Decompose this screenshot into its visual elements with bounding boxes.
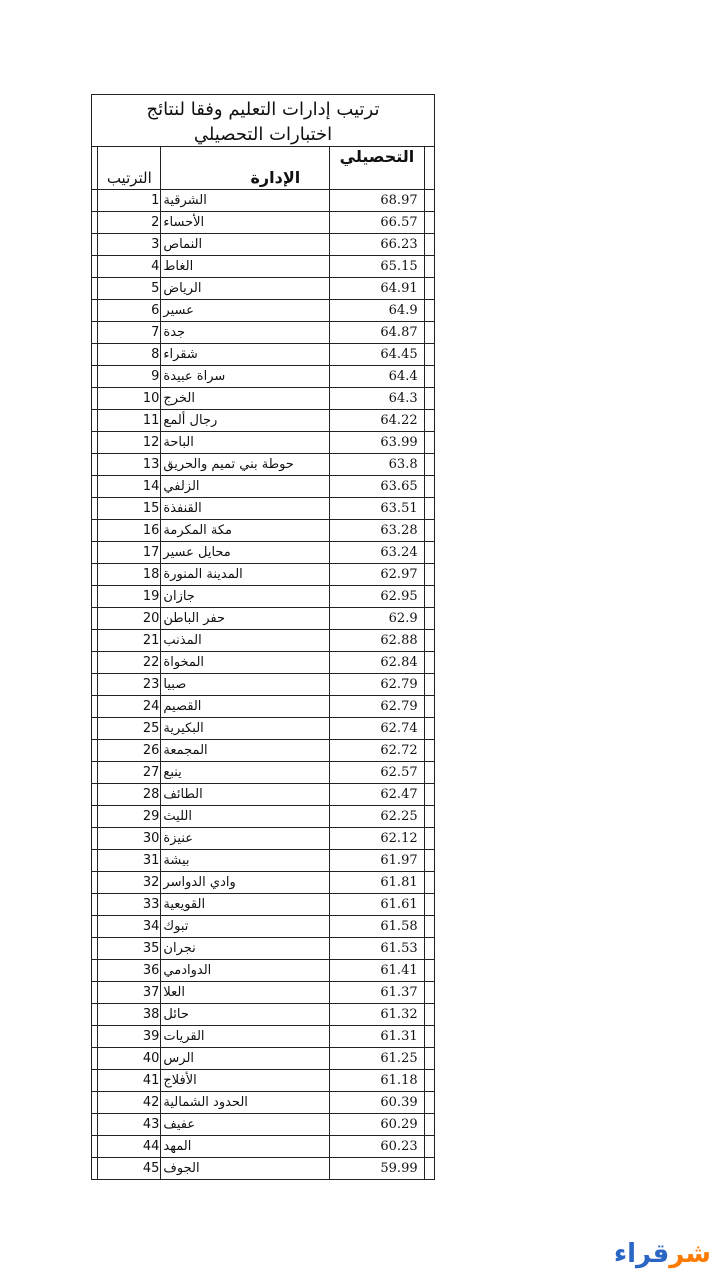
- score-cell: 62.57: [330, 762, 424, 784]
- pad-cell: [424, 674, 434, 696]
- score-cell: 63.24: [330, 542, 424, 564]
- site-logo: [614, 1236, 711, 1272]
- admin-name-cell: الرس: [161, 1048, 330, 1070]
- score-cell: 60.29: [330, 1114, 424, 1136]
- pad-cell: [424, 850, 434, 872]
- admin-name-cell: الخرج: [161, 388, 330, 410]
- score-cell: 62.97: [330, 564, 424, 586]
- admin-name-cell: محايل عسير: [161, 542, 330, 564]
- rank-cell: 30: [98, 828, 161, 850]
- rank-cell: 21: [98, 630, 161, 652]
- rank-cell: 7: [98, 322, 161, 344]
- admin-name-cell: الغاط: [161, 256, 330, 278]
- score-cell: 60.39: [330, 1092, 424, 1114]
- rank-cell: 32: [98, 872, 161, 894]
- table-row: [92, 498, 435, 520]
- table-row: [92, 762, 435, 784]
- table-row: [92, 740, 435, 762]
- score-cell: 61.41: [330, 960, 424, 982]
- table-row: [92, 520, 435, 542]
- pad-cell: [424, 718, 434, 740]
- rank-cell: 3: [98, 234, 161, 256]
- rank-cell: 39: [98, 1026, 161, 1048]
- pad-cell: [424, 806, 434, 828]
- score-cell: 63.51: [330, 498, 424, 520]
- rank-cell: 5: [98, 278, 161, 300]
- rank-cell: 14: [98, 476, 161, 498]
- score-cell: 66.57: [330, 212, 424, 234]
- score-cell: 61.25: [330, 1048, 424, 1070]
- pad-cell: [424, 190, 434, 212]
- logo-part-orange: شر: [669, 1239, 711, 1269]
- table-row: [92, 1114, 435, 1136]
- table-row: [92, 564, 435, 586]
- score-cell: 63.99: [330, 432, 424, 454]
- admin-name-cell: رجال ألمع: [161, 410, 330, 432]
- admin-name-cell: الدوادمي: [161, 960, 330, 982]
- pad-cell: [424, 366, 434, 388]
- pad-cell: [424, 1070, 434, 1092]
- pad-cell: [424, 454, 434, 476]
- admin-name-cell: حائل: [161, 1004, 330, 1026]
- admin-name-cell: القريات: [161, 1026, 330, 1048]
- score-cell: 62.12: [330, 828, 424, 850]
- rank-cell: 27: [98, 762, 161, 784]
- admin-name-cell: سراة عبيدة: [161, 366, 330, 388]
- admin-name-cell: الحدود الشمالية: [161, 1092, 330, 1114]
- table-row: [92, 872, 435, 894]
- table-row: [92, 1048, 435, 1070]
- admin-name-cell: عنيزة: [161, 828, 330, 850]
- admin-name-cell: الرياض: [161, 278, 330, 300]
- score-cell: 64.4: [330, 366, 424, 388]
- admin-name-cell: حوطة بني تميم والحريق: [161, 454, 330, 476]
- table-row: [92, 432, 435, 454]
- pad-cell: [424, 278, 434, 300]
- score-cell: 61.31: [330, 1026, 424, 1048]
- rank-cell: 45: [98, 1158, 161, 1180]
- score-cell: 62.79: [330, 696, 424, 718]
- table-row: [92, 960, 435, 982]
- pad-cell: [424, 938, 434, 960]
- admin-name-cell: الطائف: [161, 784, 330, 806]
- rank-cell: 40: [98, 1048, 161, 1070]
- table-row: [92, 366, 435, 388]
- score-cell: 59.99: [330, 1158, 424, 1180]
- table-row: [92, 234, 435, 256]
- rank-cell: 44: [98, 1136, 161, 1158]
- pad-cell: [424, 1114, 434, 1136]
- rank-cell: 15: [98, 498, 161, 520]
- table-row: [92, 718, 435, 740]
- score-cell: 61.53: [330, 938, 424, 960]
- admin-name-cell: المخواة: [161, 652, 330, 674]
- score-cell: 64.91: [330, 278, 424, 300]
- score-cell: 61.18: [330, 1070, 424, 1092]
- table-row: [92, 608, 435, 630]
- pad-cell: [424, 520, 434, 542]
- rank-cell: 24: [98, 696, 161, 718]
- table-row: [92, 828, 435, 850]
- admin-name-cell: مكة المكرمة: [161, 520, 330, 542]
- ranking-table: [91, 146, 435, 1180]
- score-cell: 66.23: [330, 234, 424, 256]
- rank-cell: 8: [98, 344, 161, 366]
- pad-cell: [424, 1136, 434, 1158]
- score-cell: 64.45: [330, 344, 424, 366]
- score-cell: 62.88: [330, 630, 424, 652]
- pad-cell: [424, 1026, 434, 1048]
- admin-name-cell: تبوك: [161, 916, 330, 938]
- rank-cell: 43: [98, 1114, 161, 1136]
- table-row: [92, 806, 435, 828]
- rank-cell: 35: [98, 938, 161, 960]
- pad-cell: [424, 894, 434, 916]
- score-cell: 64.3: [330, 388, 424, 410]
- rank-cell: 25: [98, 718, 161, 740]
- score-cell: 63.28: [330, 520, 424, 542]
- header-score: التحصيلي: [330, 147, 424, 190]
- results-table-sheet: [91, 94, 435, 1180]
- table-row: [92, 344, 435, 366]
- admin-name-cell: جدة: [161, 322, 330, 344]
- score-cell: 65.15: [330, 256, 424, 278]
- score-cell: 62.84: [330, 652, 424, 674]
- admin-name-cell: الباحة: [161, 432, 330, 454]
- header-rank: الترتيب: [98, 147, 161, 190]
- table-row: [92, 938, 435, 960]
- pad-cell: [424, 542, 434, 564]
- table-row: [92, 212, 435, 234]
- pad-cell: [424, 872, 434, 894]
- admin-name-cell: بيشة: [161, 850, 330, 872]
- pad-cell: [424, 256, 434, 278]
- score-cell: 62.79: [330, 674, 424, 696]
- pad-cell: [424, 960, 434, 982]
- pad-cell: [424, 344, 434, 366]
- table-row: [92, 388, 435, 410]
- pad-cell: [424, 784, 434, 806]
- rank-cell: 20: [98, 608, 161, 630]
- table-row: [92, 674, 435, 696]
- table-row: [92, 652, 435, 674]
- table-row: [92, 454, 435, 476]
- pad-cell: [424, 410, 434, 432]
- table-row: [92, 256, 435, 278]
- score-cell: 64.9: [330, 300, 424, 322]
- score-cell: 64.87: [330, 322, 424, 344]
- score-cell: 62.95: [330, 586, 424, 608]
- rank-cell: 1: [98, 190, 161, 212]
- rank-cell: 18: [98, 564, 161, 586]
- admin-name-cell: العلا: [161, 982, 330, 1004]
- pad-cell: [424, 828, 434, 850]
- pad-cell: [424, 147, 434, 190]
- admin-name-cell: شقراء: [161, 344, 330, 366]
- admin-name-cell: المهد: [161, 1136, 330, 1158]
- header-admin: الإدارة: [161, 147, 330, 190]
- pad-cell: [424, 388, 434, 410]
- table-row: [92, 1136, 435, 1158]
- score-cell: 62.74: [330, 718, 424, 740]
- pad-cell: [424, 1092, 434, 1114]
- rank-cell: 42: [98, 1092, 161, 1114]
- score-cell: 63.8: [330, 454, 424, 476]
- pad-cell: [424, 432, 434, 454]
- rank-cell: 26: [98, 740, 161, 762]
- table-row: [92, 784, 435, 806]
- admin-name-cell: المذنب: [161, 630, 330, 652]
- table-row: [92, 300, 435, 322]
- table-row: [92, 1092, 435, 1114]
- rank-cell: 28: [98, 784, 161, 806]
- score-cell: 62.9: [330, 608, 424, 630]
- admin-name-cell: القصيم: [161, 696, 330, 718]
- table-row: [92, 542, 435, 564]
- rank-cell: 16: [98, 520, 161, 542]
- rank-cell: 17: [98, 542, 161, 564]
- score-cell: 61.97: [330, 850, 424, 872]
- admin-name-cell: صبيا: [161, 674, 330, 696]
- pad-cell: [424, 762, 434, 784]
- pad-cell: [424, 652, 434, 674]
- admin-name-cell: الليث: [161, 806, 330, 828]
- rank-cell: 34: [98, 916, 161, 938]
- score-cell: 61.81: [330, 872, 424, 894]
- admin-name-cell: القويعية: [161, 894, 330, 916]
- score-cell: 61.58: [330, 916, 424, 938]
- pad-cell: [424, 300, 434, 322]
- pad-cell: [424, 630, 434, 652]
- rank-cell: 31: [98, 850, 161, 872]
- score-cell: 61.32: [330, 1004, 424, 1026]
- pad-cell: [424, 916, 434, 938]
- rank-cell: 22: [98, 652, 161, 674]
- table-row: [92, 322, 435, 344]
- score-cell: 61.37: [330, 982, 424, 1004]
- score-cell: 64.22: [330, 410, 424, 432]
- admin-name-cell: عفيف: [161, 1114, 330, 1136]
- pad-cell: [424, 586, 434, 608]
- admin-name-cell: جازان: [161, 586, 330, 608]
- table-row: [92, 850, 435, 872]
- score-cell: 63.65: [330, 476, 424, 498]
- admin-name-cell: البكيرية: [161, 718, 330, 740]
- pad-cell: [424, 696, 434, 718]
- admin-name-cell: المدينة المنورة: [161, 564, 330, 586]
- rank-cell: 6: [98, 300, 161, 322]
- rank-cell: 2: [98, 212, 161, 234]
- logo-part-blue: قراء: [613, 1239, 670, 1269]
- admin-name-cell: الزلفي: [161, 476, 330, 498]
- rank-cell: 10: [98, 388, 161, 410]
- score-cell: 60.23: [330, 1136, 424, 1158]
- table-row: [92, 190, 435, 212]
- table-row: [92, 894, 435, 916]
- table-row: [92, 916, 435, 938]
- pad-cell: [424, 740, 434, 762]
- rank-cell: 19: [98, 586, 161, 608]
- rank-cell: 37: [98, 982, 161, 1004]
- rank-cell: 9: [98, 366, 161, 388]
- rank-cell: 33: [98, 894, 161, 916]
- admin-name-cell: عسير: [161, 300, 330, 322]
- admin-name-cell: المجمعة: [161, 740, 330, 762]
- admin-name-cell: نجران: [161, 938, 330, 960]
- table-row: [92, 586, 435, 608]
- table-row: [92, 1026, 435, 1048]
- admin-name-cell: الأفلاج: [161, 1070, 330, 1092]
- table-row: [92, 630, 435, 652]
- pad-cell: [424, 1004, 434, 1026]
- table-header-row: [92, 147, 435, 190]
- pad-cell: [424, 564, 434, 586]
- rank-cell: 36: [98, 960, 161, 982]
- pad-cell: [424, 1158, 434, 1180]
- pad-cell: [424, 982, 434, 1004]
- score-cell: 62.47: [330, 784, 424, 806]
- score-cell: 61.61: [330, 894, 424, 916]
- table-row: [92, 696, 435, 718]
- admin-name-cell: حفر الباطن: [161, 608, 330, 630]
- admin-name-cell: النماص: [161, 234, 330, 256]
- rank-cell: 13: [98, 454, 161, 476]
- rank-cell: 38: [98, 1004, 161, 1026]
- pad-cell: [424, 1048, 434, 1070]
- table-row: [92, 410, 435, 432]
- table-row: [92, 1004, 435, 1026]
- rank-cell: 12: [98, 432, 161, 454]
- rank-cell: 11: [98, 410, 161, 432]
- table-row: [92, 278, 435, 300]
- table-row: [92, 982, 435, 1004]
- admin-name-cell: وادي الدواسر: [161, 872, 330, 894]
- pad-cell: [424, 322, 434, 344]
- score-cell: 62.25: [330, 806, 424, 828]
- score-cell: 62.72: [330, 740, 424, 762]
- pad-cell: [424, 498, 434, 520]
- admin-name-cell: الشرقية: [161, 190, 330, 212]
- admin-name-cell: الأحساء: [161, 212, 330, 234]
- table-row: [92, 476, 435, 498]
- pad-cell: [424, 608, 434, 630]
- rank-cell: 4: [98, 256, 161, 278]
- rank-cell: 29: [98, 806, 161, 828]
- admin-name-cell: ينبع: [161, 762, 330, 784]
- pad-cell: [424, 212, 434, 234]
- pad-cell: [424, 476, 434, 498]
- rank-cell: 41: [98, 1070, 161, 1092]
- rank-cell: 23: [98, 674, 161, 696]
- table-row: [92, 1070, 435, 1092]
- table-row: [92, 1158, 435, 1180]
- pad-cell: [424, 234, 434, 256]
- admin-name-cell: القنفذة: [161, 498, 330, 520]
- admin-name-cell: الجوف: [161, 1158, 330, 1180]
- score-cell: 68.97: [330, 190, 424, 212]
- table-title: ترتيب إدارات التعليم وفقا لنتائج اختبارات التحصيلي: [91, 94, 435, 147]
